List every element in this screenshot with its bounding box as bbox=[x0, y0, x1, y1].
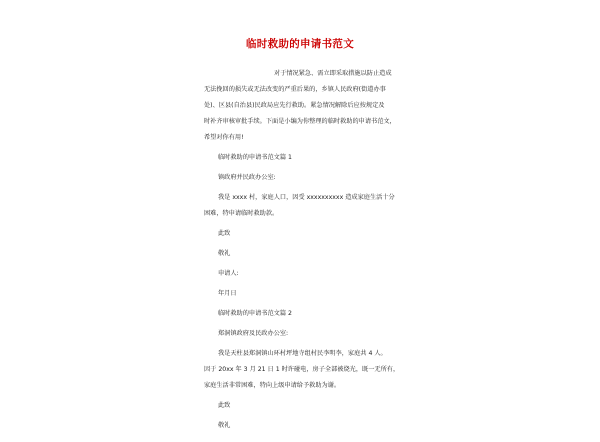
date-label: 年月日 bbox=[218, 290, 237, 297]
section-heading: 临时救助的申请书范文篇 2 bbox=[218, 310, 292, 317]
paragraph-line: 我是天柱县郑洞镇山环村坪地寺组村民李明李，家庭共 4 人。 bbox=[218, 350, 387, 357]
document-title: 临时救助的申请书范文 bbox=[246, 38, 354, 50]
paragraph-line: 我是 xxxx 村，家庭人口，因受 xxxxxxxxxx 造成家庭生活十分 bbox=[218, 194, 395, 201]
paragraph-line: 因于 20xx 年 3 月 21 日 1 时许碰电，房子全部被烧光，既一无所有， bbox=[204, 366, 400, 373]
closing-line: 此致 bbox=[218, 230, 231, 237]
document-body bbox=[204, 70, 404, 442]
paragraph-line: 无法挽回的损失或无法改变的严重后果的，乡镇人民政府(街道办事 bbox=[204, 86, 386, 93]
salutation: 镇政府并民政办公室: bbox=[218, 174, 276, 181]
paragraph-line: 困难，特申请临时救助款。 bbox=[204, 210, 279, 217]
closing-line: 此致 bbox=[218, 402, 231, 409]
paragraph-line: 希望对你有用! bbox=[204, 134, 244, 141]
salutation: 郑洞镇政府及民政办公室: bbox=[218, 330, 289, 337]
paragraph-line: 时补齐审核审批手续。下面是小编为你整理的临时救助的申请书范文， bbox=[204, 118, 396, 125]
closing-line: 敬礼 bbox=[218, 250, 231, 257]
section-heading: 临时救助的申请书范文篇 1 bbox=[218, 154, 292, 161]
applicant-label: 申请人: bbox=[218, 270, 239, 277]
paragraph-line: 家庭生活非常困难，特向上级申请给予救助为谢。 bbox=[204, 382, 341, 389]
closing-line: 敬礼 bbox=[218, 422, 231, 429]
paragraph-line: 处)、区县(自治县)民政局应先行救助。紧急情况解除后应按规定及 bbox=[204, 102, 385, 109]
paragraph-line: 对于情况紧急、需立即采取措施以防止造成 bbox=[274, 70, 392, 77]
